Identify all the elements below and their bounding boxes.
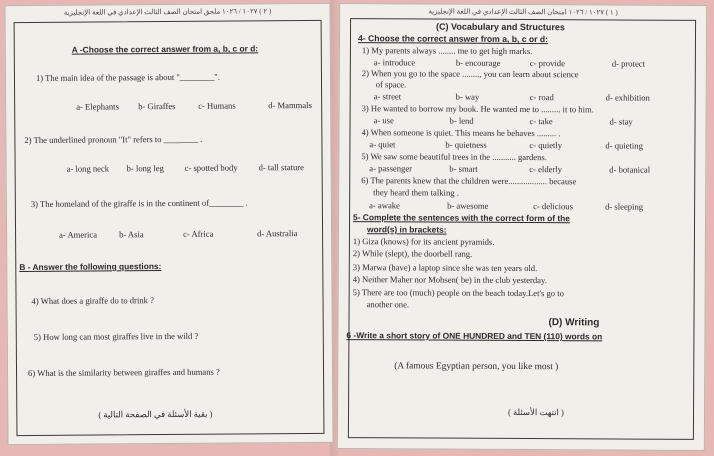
q2-option-a: a- long neck	[66, 163, 110, 174]
s4-question-6-cont: they heard them talking .	[373, 187, 459, 198]
s4-q2-option-b: b- way	[455, 91, 480, 102]
s4-q4-option-b: b- quietness	[445, 139, 487, 150]
s4-question-4: 4) When someone is quiet. This means he behaves ......... .	[361, 127, 561, 139]
q2-option-b: b- long leg	[126, 163, 164, 174]
section-4-title: 4- Choose the correct answer from a, b, c or d:	[357, 33, 549, 45]
section-5-title: 5- Complete the sentences with the correct form of the	[353, 212, 570, 224]
s4-question-2-cont: of space.	[375, 79, 407, 90]
s4-q1-option-b: b- encourage	[455, 57, 501, 68]
q3-option-b: b- Asia	[119, 229, 144, 240]
s5-question-5: 5) There are too (much) people on the beach today.Let's go to	[352, 287, 564, 299]
s4-q6-option-a: a- awake	[369, 200, 400, 211]
page-header: ( ٢ ) ١٠٢٧ / ١٠٢٦ ملحق امتحان الصف الثالث الإعدادي في اللغة الإنجليزية	[63, 7, 272, 17]
s4-q5-option-a: a- passenger	[369, 163, 413, 174]
s4-q1-option-d: d- protect	[611, 58, 646, 69]
page-footer: ( انتهت الأسئلة )	[508, 406, 564, 418]
q3-option-d: d- Australia	[257, 228, 298, 239]
s4-q1-option-a: a- introduce	[373, 57, 416, 68]
section-a-title: A -Choose the correct answer from a, b, c or d:	[71, 43, 259, 55]
s4-q1-option-c: c- provide	[529, 58, 565, 69]
s4-q4-option-c: c- quietly	[529, 140, 563, 151]
question-2: 2) The underlined pronoun "It" refers to ________ .	[24, 133, 203, 146]
s5-question-5-cont: another one.	[366, 299, 410, 310]
q1-option-c: c- Humans	[198, 100, 236, 111]
s4-q3-option-c: c- take	[529, 116, 553, 127]
s4-q2-option-a: a- street	[373, 91, 402, 102]
section-c-title: (C) Vocabulary and Structures	[436, 21, 565, 33]
s5-question-2: 2) While (slept), the doorbell rang.	[352, 248, 473, 259]
q2-option-d: d- tall stature	[258, 162, 304, 173]
s4-q3-option-d: d- stay	[609, 116, 633, 127]
s4-q5-option-b: b- smart	[449, 163, 478, 174]
s4-q3-option-b: b- lend	[449, 115, 474, 126]
question-b4: 4) What does a giraffe do to drink ?	[31, 295, 154, 306]
section-d-title: (D) Writing	[548, 317, 600, 329]
s5-question-1: 1) Giza (knows) for its ancient pyramids.	[352, 236, 495, 247]
s4-question-2: 2) When you go to the space ........, you can learn about science	[361, 68, 579, 80]
s4-q6-option-d: d- sleeping	[605, 201, 644, 212]
s4-q5-option-c: c- elderly	[529, 164, 563, 175]
s5-question-3: 3) Marwa (have) a laptop since she was ten years old.	[352, 262, 538, 274]
s4-q6-option-c: c- delicious	[533, 201, 573, 212]
s4-question-5: 5) We saw some beautiful trees in the ........... gardens.	[361, 151, 547, 163]
s4-question-1: 1) My parents always ........ me to get high marks.	[361, 45, 533, 57]
q3-option-a: a- America	[59, 229, 98, 240]
section-5-title-cont: word(s) in brackets:	[366, 224, 447, 235]
s4-q3-option-a: a- use	[373, 115, 394, 126]
s4-q2-option-d: d- exhibition	[605, 92, 650, 103]
question-3: 3) The homeland of the giraffe is in the continent of________ .	[30, 197, 248, 209]
section-b-title: B - Answer the following questions:	[19, 261, 162, 273]
exam-page-1	[337, 3, 707, 451]
section-6-title: 6 -Write a short story of ONE HUNDRED and TEN (110) words on	[346, 330, 603, 342]
q1-option-d: d- Mammals	[268, 99, 312, 111]
s4-question-3: 3) He wanted to borrow my book. He wanted me to ......... it to him.	[361, 103, 594, 115]
s4-q5-option-d: d- botanical	[609, 164, 651, 175]
page-footer: ( بقية الأسئلة في الصفحة التالية )	[98, 408, 213, 420]
q1-option-a: a- Elephants	[76, 101, 119, 112]
s4-question-6: 6) The parents knew that the children were.................. because	[361, 175, 577, 187]
s4-q6-option-b: b- awesome	[447, 200, 489, 211]
q2-option-c: c- spotted body	[184, 162, 238, 173]
page-header: ( ١ ) ١٠٢٧ / ١٠٢٦ امتحان الصف الثالث الإعدادي في اللغة الإنجليزية	[428, 7, 618, 17]
writing-topic: (A famous Egyptian person, you like most )	[394, 361, 559, 373]
question-1: 1) The main idea of the passage is about "________".	[35, 71, 220, 83]
question-b6: 6) What is the similarity between giraffes and humans ?	[28, 366, 220, 378]
q3-option-c: c- Africa	[183, 228, 214, 239]
question-b5: 5) How long can most giraffes live in the wild ?	[33, 330, 199, 342]
s4-q4-option-a: a- quiet	[369, 139, 396, 150]
s5-question-4: 4) Neither Maher nor Mohsen( be) in the club yesterday.	[352, 274, 547, 286]
q1-option-b: b- Giraffes	[138, 100, 176, 112]
s4-q4-option-d: d- quieting	[605, 140, 643, 151]
exam-page-2	[4, 3, 333, 445]
s4-q2-option-c: c- road	[529, 92, 554, 103]
